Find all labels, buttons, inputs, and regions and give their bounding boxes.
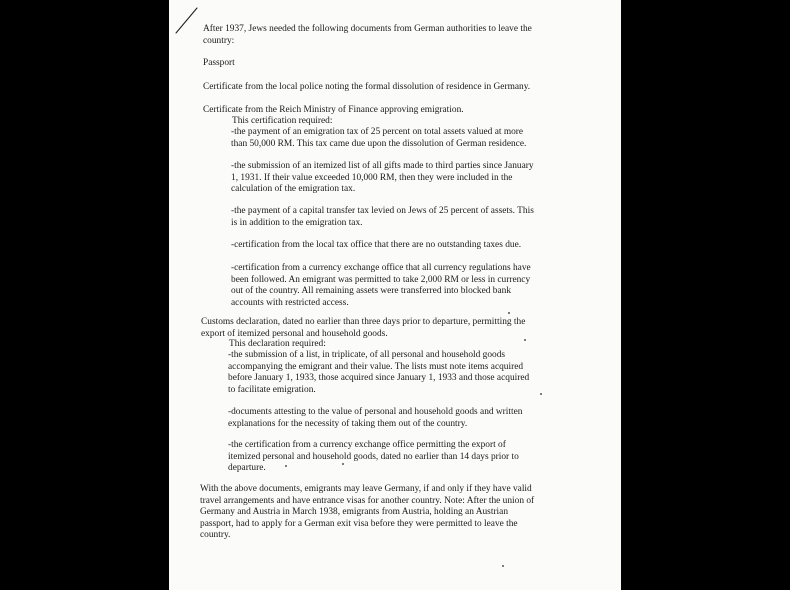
scan-speck bbox=[508, 312, 510, 314]
finance-requirement: -the payment of a capital transfer tax levied on Jews of 25 percent of assets. This is in addition to the emigration tax. bbox=[231, 206, 534, 228]
finance-required-heading: This certification required: bbox=[232, 116, 333, 126]
customs-requirement: -documents attesting to the value of personal and household goods and written explanations for the necessity of taking them out of the country. bbox=[228, 407, 523, 429]
finance-requirement: -the submission of an itemized list of all gifts made to third parties since January 1, 1931. If their value exceeded 10,000 RM, then they were included in the calculation of the emigration tax. bbox=[231, 161, 534, 195]
scan-speck bbox=[502, 565, 504, 567]
customs-requirement: -the certification from a currency exchange office permitting the export of itemized personal and household goods, dated no earlier than 14 days prior to departure. bbox=[228, 440, 519, 474]
customs-requirement: -the submission of a list, in triplicate, of all personal and household goods accompanying the emigrant and their value. The lists must note items acquired before January 1, 1933, those acquired since January 1, 1933 and those acquired to facilitate emigration. bbox=[228, 350, 530, 395]
police-certificate-item: Certificate from the local police noting the formal dissolution of residence in Germany. bbox=[203, 82, 531, 92]
conclusion-paragraph: With the above documents, emigrants may leave Germany, if and only if they have valid travel arrangements and have entrance visas for another country. Note: After the union of Germany and Austria in March 1938, emigrants from Austria, holding an Austrian passport, had to apply for a German exit visa before they were permitted to leave the country. bbox=[200, 484, 535, 541]
scan-speck bbox=[540, 393, 542, 395]
passport-item: Passport bbox=[203, 58, 235, 68]
intro-paragraph: After 1937, Jews needed the following documents from German authorities to leave the country: bbox=[203, 24, 532, 46]
finance-requirement: -certification from a currency exchange office that all currency regulations have been followed. An emigrant was permitted to take 2,000 RM or less in currency out of the country. All remaining assets were transferred into blocked bank accounts with restricted access. bbox=[231, 263, 531, 308]
pen-mark-icon bbox=[174, 5, 200, 35]
finance-requirement: -the payment of an emigration tax of 25 percent on total assets valued at more than 50,000 RM. This tax came due upon the dissolution of German residence. bbox=[231, 127, 527, 149]
finance-requirement: -certification from the local tax office that there are no outstanding taxes due. bbox=[231, 240, 522, 250]
scan-speck bbox=[285, 465, 287, 467]
customs-required-heading: This declaration required: bbox=[229, 339, 326, 349]
scan-speck bbox=[524, 339, 526, 341]
finance-certificate-item: Certificate from the Reich Ministry of Finance approving emigration. bbox=[203, 105, 464, 115]
scan-speck bbox=[342, 463, 344, 465]
customs-declaration-item: Customs declaration, dated no earlier than three days prior to departure, permitting the export of itemized personal and household goods. bbox=[201, 317, 526, 339]
